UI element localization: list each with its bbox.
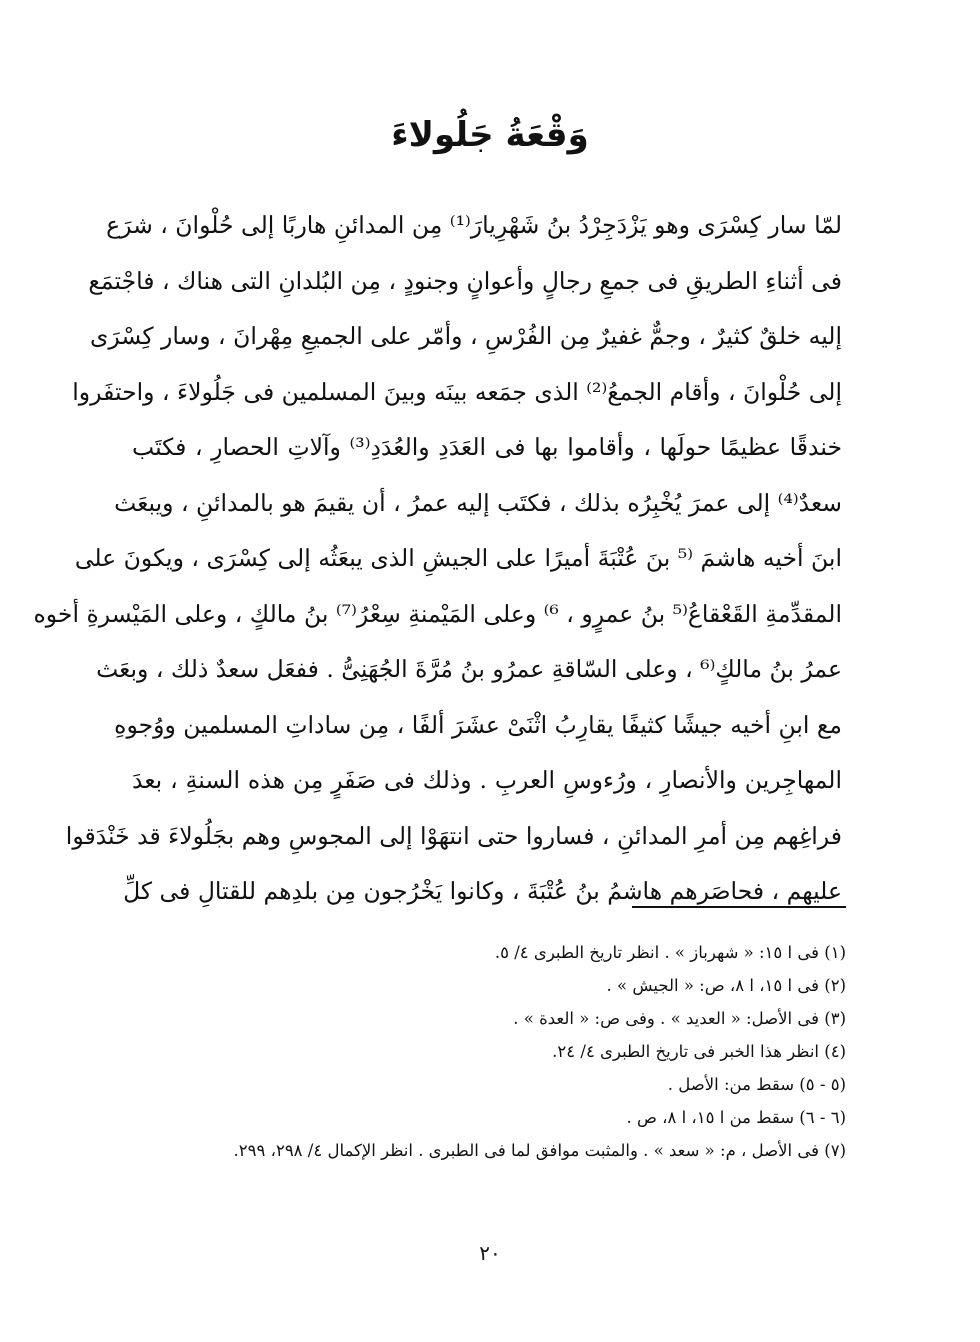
text-line: فى أثناءِ الطريقِ فى جمعِ رجالٍ وأعوانٍ وجنودٍ ، مِن البُلدانِ التى هناك ، فاجْتمَع [88,266,842,295]
footnote: (٣) فى الأصل: « العديد » . وفى ص: « العدة » . [513,1009,846,1028]
main-text [33,198,842,920]
text-line: المهاجِرين والأنصارِ ، ورُءوسِ العربِ . وذلك فى صَفَرٍ مِن هذه السنةِ ، بعدَ [132,766,842,794]
text-line: فراغِهم مِن أمرِ المدائنِ ، فساروا حتى انتهَوْا إلى المجوسِ وهم بجَلُولاءَ قد خَنْدَقوا [65,821,842,850]
footnote: (٤) انظر هذا الخبر فى تاريخ الطبرى ٤/ ٢٤. [552,1042,846,1061]
text-line: إليه خلقٌ كثيرٌ ، وجمٌّ غفيرٌ مِن الفُرْسِ ، وأمّر على الجميعِ مِهْرانَ ، وسار كِسْرَى [90,322,842,350]
footnotes [126,936,846,1167]
page-number: ٢٠ [479,1241,501,1265]
footnote-separator [632,906,846,908]
footnote: (٦ - ٦) سقط من ا ١٥، ا ٨، ص . [626,1108,846,1127]
chapter-title: وَقْعَةُ جَلُولاءَ [391,115,589,155]
text-line: إلى حُلْوانَ ، وأقام الجمعُ⁽²⁾ الذى جمَعه بينَه وبينَ المسلمين فى جَلُولاءَ ، واحتفَروا [72,377,842,406]
text-line: ابنَ أخيه هاشمَ ⁽⁵ بنَ عُتْبَةَ أميرًا على الجيشِ الذى يبعَثُه إلى كِسْرَى ، ويكونَ على [74,544,842,572]
text-line: سعدٌ⁽⁴⁾ إلى عمرَ يُخْبِرُه بذلك ، فكتَب إليه عمرُ ، أن يقيمَ هو بالمدائنِ ، ويبعَث [114,488,842,517]
footnote: (٢) فى ا ١٥، ا ٨، ص: « الجيش » . [606,976,846,995]
text-line: المقدِّمةِ القَعْقاعُ⁽⁵ بنُ عمرٍو ، ⁶⁾ وعلى المَيْمنةِ سِعْرُ⁽⁷⁾ بنُ مالكٍ ، وعلى المَيْسرةِ أخوه [33,599,842,628]
text-line: خندقًا عظيمًا حولَها ، وأقاموا بها فى العَدَدِ والعُدَدِ⁽³⁾ وآلاتِ الحصارِ ، فكتَب [132,433,842,461]
text-line: لمّا سار كِسْرَى وهو يَزْدَجِرْدُ بنُ شَهْرِيارَ⁽¹⁾ مِن المدائنِ هاربًا إلى حُلْوانَ ، شرَع [106,211,842,239]
text-line: عليهم ، فحاصَرهم هاشمُ بنُ عُتْبَةَ ، وكانوا يَخْرُجون مِن بلدِهم للقتالِ فى كلِّ [123,877,842,905]
footnote: (٥ - ٥) سقط من: الأصل . [667,1075,846,1094]
text-line: عمرُ بنُ مالكٍ⁽⁶ ، وعلى السّاقةِ عمرُو بنُ مُرَّةَ الجُهَنِىُّ . ففعَل سعدٌ ذلك ، وبعَث [96,655,842,683]
text-line: مع ابنِ أخيه جيشًا كثيفًا يقارِبُ اثْنَىْ عشَرَ ألفًا ، مِن ساداتِ المسلمين ووُجوهِ [114,710,842,739]
footnote: (١) فى ا ١٥: « شهرباز » . انظر تاريخ الطبرى ٤/ ٥. [494,943,846,962]
footnote: (٧) فى الأصل ، م: « سعد » . والمثبت موافق لما فى الطبرى . انظر الإكمال ٤/ ٢٩٨، ٢٩٩. [233,1141,846,1160]
